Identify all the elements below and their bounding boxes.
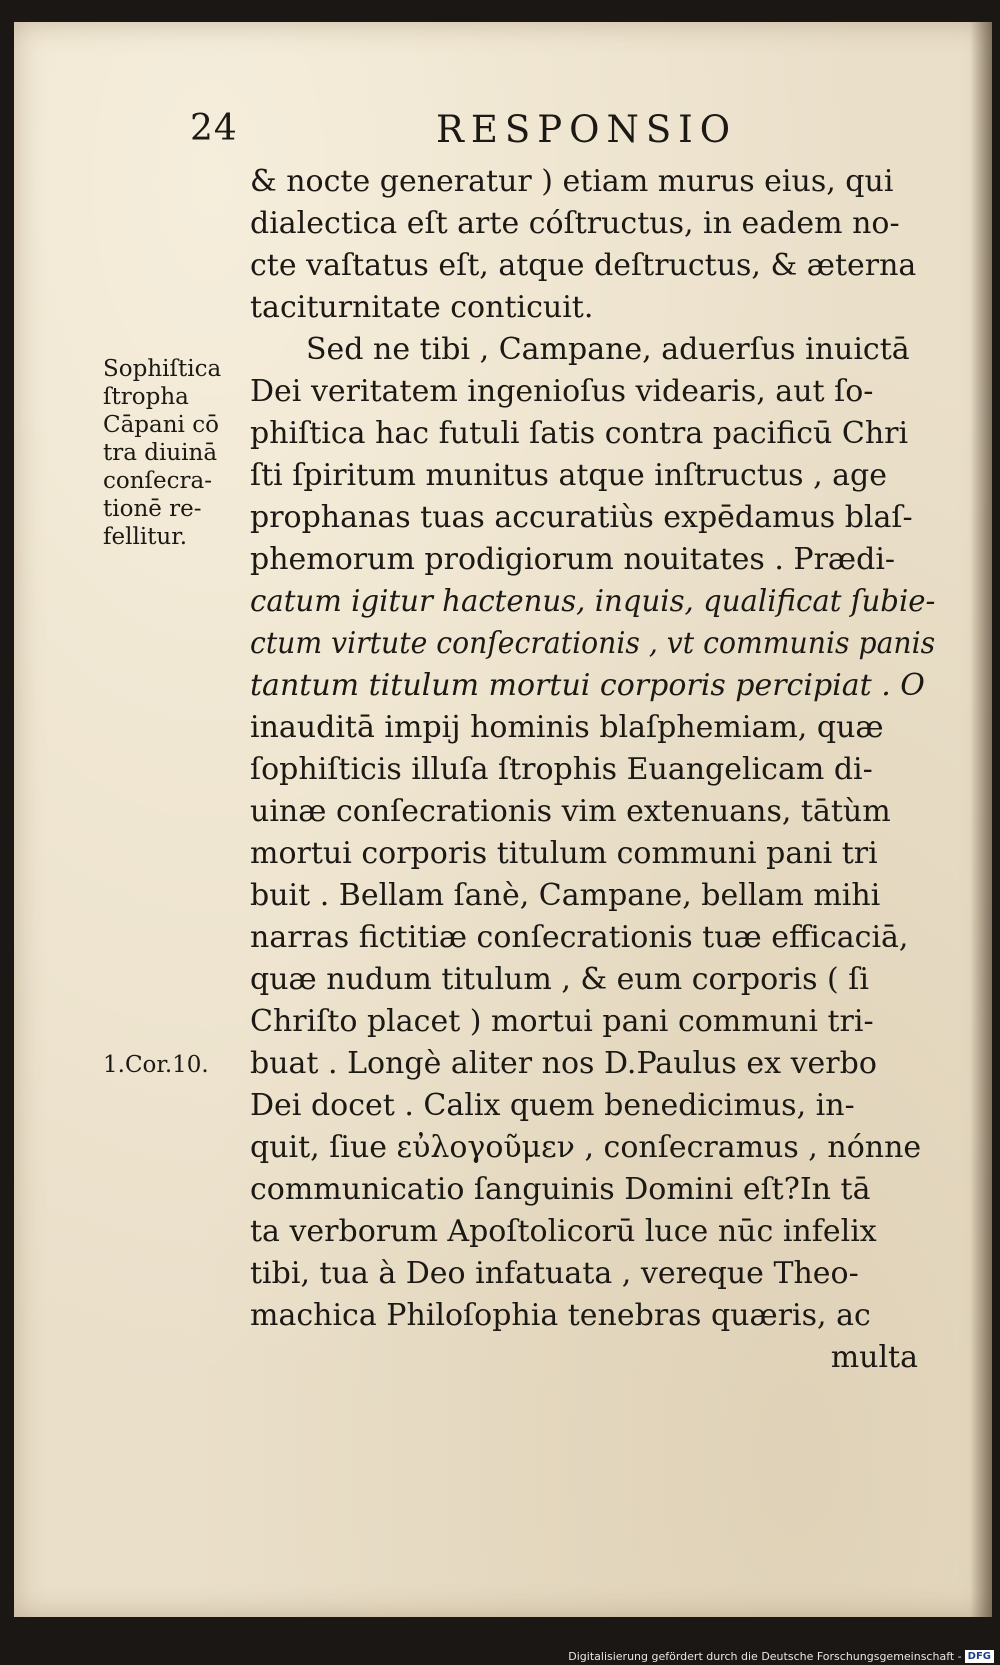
body-line: cte vaſtatus eſt, atque deſtructus, & æterna bbox=[250, 248, 917, 283]
body-line: Chriſto placet ) mortui pani communi tri- bbox=[250, 1004, 874, 1039]
digitization-credit bbox=[568, 1650, 994, 1664]
margin-note-line: tra diuinā bbox=[103, 440, 218, 466]
body-line: phemorum prodigiorum nouitates . Prædi- bbox=[250, 542, 896, 577]
margin-note-line: Sophiſtica bbox=[103, 356, 222, 382]
catchword: multa bbox=[830, 1340, 918, 1375]
body-line: communicatio ſanguinis Domini eſt?In tā bbox=[250, 1172, 871, 1207]
body-line: mortui corporis titulum communi pani tri bbox=[250, 836, 878, 871]
body-line: inauditā impij hominis blaſphemiam, quæ bbox=[250, 710, 884, 745]
body-line: ctum virtute conſecrationis , vt communis panis bbox=[250, 626, 936, 661]
body-line: narras fictitiæ conſecrationis tuæ efficaciā, bbox=[250, 920, 909, 955]
body-line: ta verborum Apoſtolicorū luce nūc infelix bbox=[250, 1214, 877, 1249]
body-line: quæ nudum titulum , & eum corporis ( ſi bbox=[250, 962, 869, 997]
body-line: buat . Longè aliter nos D.Paulus ex verbo bbox=[250, 1046, 877, 1081]
body-line: & nocte generatur ) etiam murus eius, qui bbox=[250, 164, 894, 199]
margin-note-line: Cāpani cō bbox=[103, 412, 219, 438]
body-line: taciturnitate conticuit. bbox=[250, 290, 594, 325]
margin-note-line: tionē re- bbox=[103, 496, 202, 522]
credit-text: Digitalisierung gefördert durch die Deutsche Forschungsgemeinschaft - bbox=[568, 1649, 962, 1663]
body-line: buit . Bellam ſanè, Campane, bellam mihi bbox=[250, 878, 881, 913]
body-line: quit, ſiue εὐλογοῦμεν , conſecramus , nónne bbox=[250, 1130, 922, 1165]
body-line: ſophiſticis illuſa ſtrophis Euangelicam di- bbox=[250, 752, 873, 787]
dfg-logo: DFG bbox=[965, 1650, 994, 1663]
body-line: uinæ conſecrationis vim extenuans, tātùm bbox=[250, 794, 891, 829]
body-line: Dei docet . Calix quem benedicimus, in- bbox=[250, 1088, 855, 1123]
body-line: catum igitur hactenus, inquis, qualificat ſubie- bbox=[250, 584, 936, 619]
margin-note-line: ſtropha bbox=[103, 384, 189, 410]
margin-note-reference: 1.Cor.10. bbox=[103, 1052, 209, 1078]
body-line: ſti ſpiritum munitus atque inſtructus , age bbox=[250, 458, 888, 493]
body-line: tantum titulum mortui corporis percipiat . O bbox=[250, 668, 925, 703]
body-line: prophanas tuas accuratiùs expēdamus blaſ- bbox=[250, 500, 913, 535]
body-line: phiſtica hac futuli ſatis contra pacificū Chri bbox=[250, 416, 909, 451]
body-line: machica Philoſophia tenebras quæris, ac bbox=[250, 1298, 871, 1333]
body-line: Dei veritatem ingenioſus videaris, aut ſo- bbox=[250, 374, 874, 409]
page-number: 24 bbox=[190, 108, 238, 149]
body-line: Sed ne tibi , Campane, aduerſus inuictā bbox=[306, 332, 910, 367]
running-head: RESPONSIO bbox=[436, 108, 738, 151]
body-line: dialectica eſt arte cóſtructus, in eadem no- bbox=[250, 206, 900, 241]
margin-note-line: fellitur. bbox=[103, 524, 188, 550]
body-line: tibi, tua à Deo infatuata , vereque Theo- bbox=[250, 1256, 859, 1291]
margin-note-line: conſecra- bbox=[103, 468, 213, 494]
